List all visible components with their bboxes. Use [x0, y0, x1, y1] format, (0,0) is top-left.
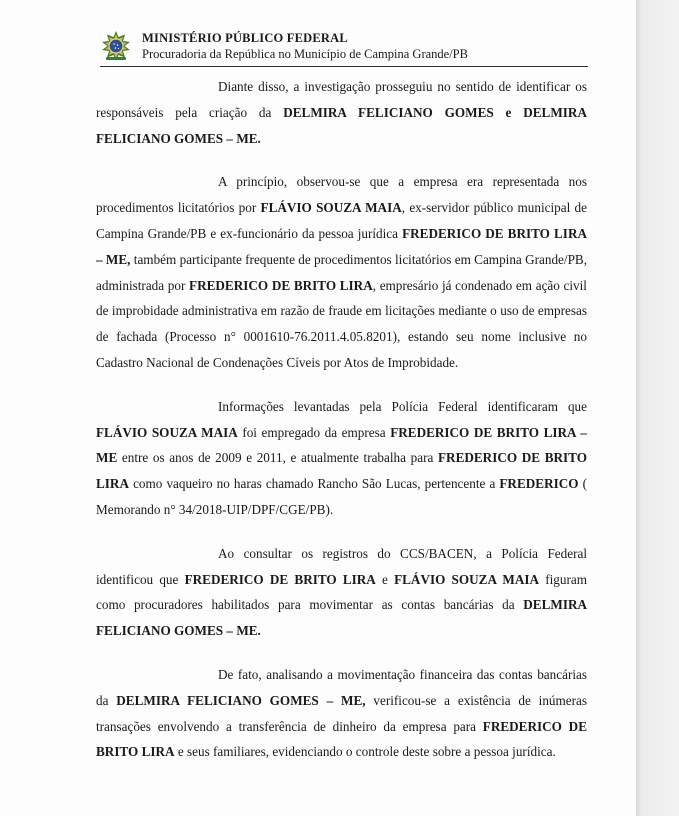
paragraph-text: foi empregado da empresa [237, 424, 391, 440]
bold-name-text: FREDERICO DE BRITO LIRA [96, 450, 587, 492]
paragraph-text: figuram como procuradores habilitados para movimentar as contas bancárias da [96, 571, 587, 613]
org-unit: Procuradoria da República no Município de Campina Grande/PB [142, 47, 468, 61]
bold-name-text: FREDERICO DE BRITO LIRA – ME [96, 424, 587, 466]
paragraph-text: A princípio, observou-se que a empresa era representada nos procedimentos licitatórios por [96, 174, 587, 216]
bold-name-text: FREDERICO DE BRITO LIRA – ME, [96, 225, 587, 267]
bold-name-text: FLÁVIO SOUZA MAIA [96, 424, 238, 440]
letterhead [100, 28, 588, 67]
paragraph-text: ( Memorando n° 34/2018-UIP/DPF/CGE/PB). [96, 476, 587, 517]
paragraph-text: e [375, 571, 395, 587]
org-name: MINISTÉRIO PÚBLICO FEDERAL [142, 31, 348, 45]
paragraph-text: , empresário já condenado em ação civil de improbidade administrativa em razão de fraude em licitações mediante o uso de empresas de fachada (Processo n° 0001610-76.2011.4.05.8201), estando seu nome inclusive no Cadastro Nacional de Condenações Cíveis por Atos de Improbidade. [96, 277, 587, 370]
bold-name-text: FREDERICO DE BRITO LIRA [184, 571, 376, 587]
brazil-coat-of-arms-icon [100, 30, 132, 62]
page-gutter [636, 0, 679, 816]
document-body [96, 74, 587, 783]
bold-name-text: DELMIRA FELICIANO GOMES e DELMIRA FELICIANO GOMES – ME. [96, 104, 587, 146]
paragraph-text: , ex-servidor público municipal de Campina Grande/PB e ex-funcionário da pessoa jurídica [96, 200, 588, 241]
paragraph-text: como vaqueiro no haras chamado Rancho São Lucas, pertencente a [128, 476, 500, 492]
paragraph-text: também participante frequente de procedimentos licitatórios em Campina Grande/PB, administrada por [96, 251, 587, 293]
paragraph-text: Ao consultar os registros do CCS/BACEN, a Polícia Federal identificou que [96, 545, 587, 587]
bold-name-text: DELMIRA FELICIANO GOMES – ME, [116, 692, 366, 708]
paragraph-text: De fato, analisando a movimentação financeira das contas bancárias da [96, 666, 587, 708]
bold-name-text: FLÁVIO SOUZA MAIA [394, 571, 540, 587]
paragraph-text: entre os anos de 2009 e 2011, e atualmente trabalha para [117, 450, 438, 466]
bold-name-text: FREDERICO [499, 476, 579, 492]
paragraph-text: e seus familiares, evidenciando o controle deste sobre a pessoa jurídica. [174, 744, 556, 760]
paragraph-text: verificou-se a existência de inúmeras transações envolvendo a transferência de dinheiro da empresa para [96, 692, 588, 734]
bold-name-text: FREDERICO DE BRITO LIRA [96, 718, 588, 760]
paragraph-text: Informações levantadas pela Polícia Federal identificaram que [218, 398, 587, 414]
paragraph [96, 394, 587, 523]
bold-name-text: DELMIRA FELICIANO GOMES – ME. [96, 597, 587, 639]
paragraph-text: Diante disso, a investigação prosseguiu no sentido de identificar os responsáveis pela criação da [96, 79, 587, 120]
paragraph [96, 541, 587, 644]
bold-name-text: FREDERICO DE BRITO LIRA [189, 277, 373, 293]
paragraph [96, 662, 587, 765]
bold-name-text: FLÁVIO SOUZA MAIA [260, 200, 402, 216]
paragraph [96, 169, 587, 375]
paragraph [96, 74, 587, 151]
